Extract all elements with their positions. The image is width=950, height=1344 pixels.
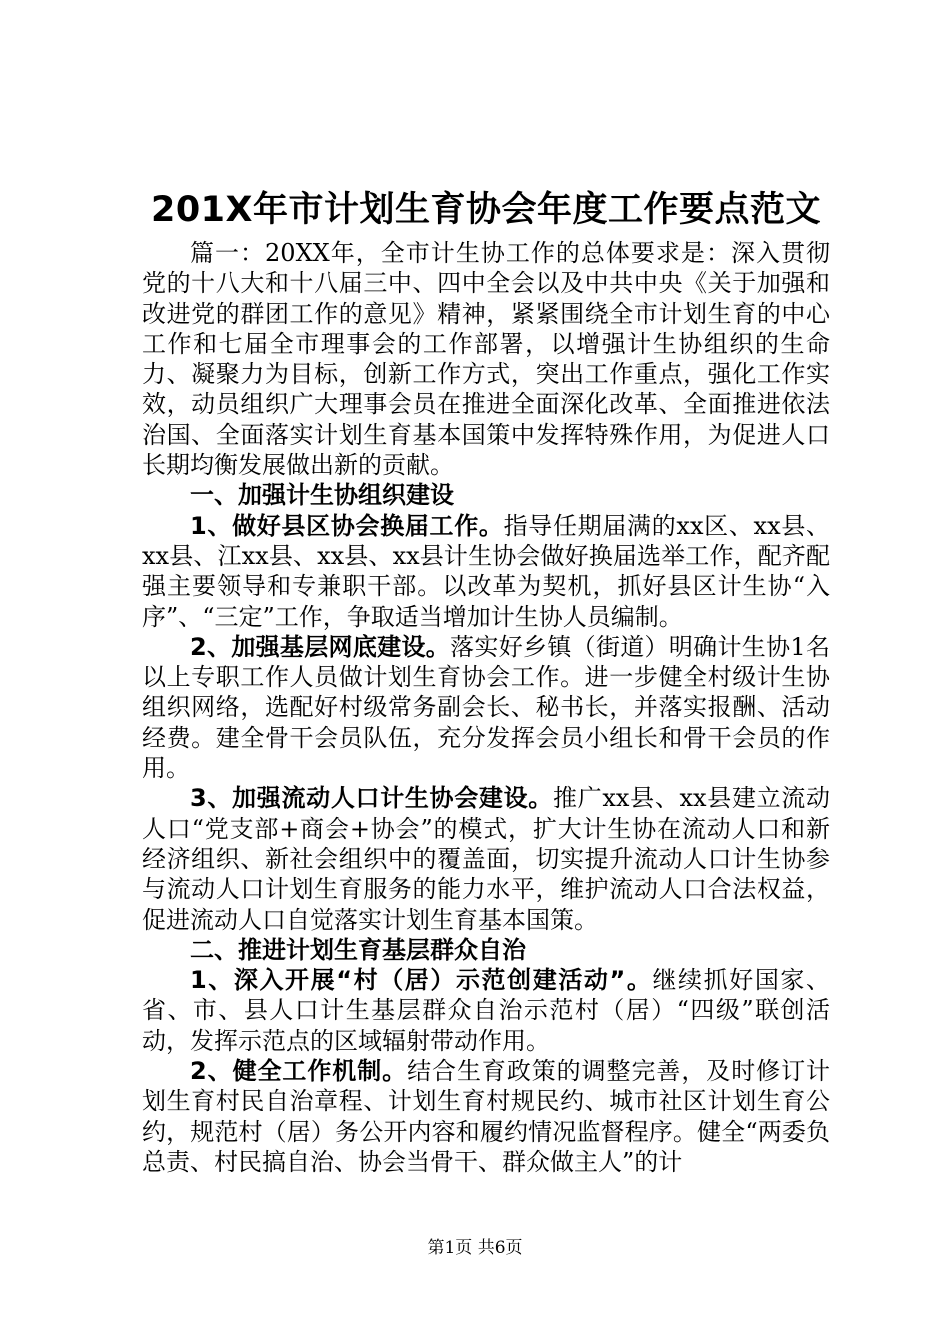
- section-2-item-2-text: 结合生育政策的调整完善，及时修订计划生育村民自治章程、计划生育村规民约、城市社区计划生育公约，规范村（居）务公开内容和履约情况监督程序。健全“两委负总责、村民搞自治、协会当骨干、群众做主人”的计: [142, 1057, 831, 1176]
- page-footer: [0, 1237, 950, 1259]
- section-1-item-1: [142, 511, 830, 632]
- document-page: [142, 186, 830, 1177]
- section-1-item-1-lead: 1、做好县区协会换届工作。: [190, 511, 504, 540]
- section-1-heading: 一、加强计生协组织建设: [190, 481, 454, 510]
- section-1-item-1-text: 指导任期届满的xx区、xx县、xx县、江xx县、xx县、xx县计生协会做好换届选举工作，配齐配强主要领导和专兼职干部。以改革为契机，抓好县区计生协“入序”、“三定”工作，争取适当增加计生协人员编制。: [142, 511, 830, 631]
- section-2-item-1-lead: 1、深入开展“村（居）示范创建活动”。: [190, 966, 653, 995]
- page-number-label: 第1页 共6页: [427, 1238, 523, 1258]
- section-2-item-1: [142, 965, 830, 1056]
- section-1-item-2-text: 落实好乡镇（街道）明确计生协1名以上专职工作人员做计划生育协会工作。进一步健全村级计生协组织网络，选配好村级常务副会长、秘书长，并落实报酬、活动经费。建全骨干会员队伍，充分发挥会员小组长和骨干会员的作用。: [142, 632, 830, 783]
- section-1-item-2: [142, 632, 830, 783]
- section-2-item-1-text: 继续抓好国家、省、市、县人口计生基层群众自治示范村（居）“四级”联创活动，发挥示范点的区域辐射带动作用。: [142, 966, 831, 1055]
- section-2-item-2-lead: 2、健全工作机制。: [190, 1057, 408, 1086]
- section-2-item-2: [142, 1056, 830, 1177]
- section-1-item-3-text: 推广xx县、xx县建立流动人口“党支部+商会+协会”的模式，扩大计生协在流动人口和新经济组织、新社会组织中的覆盖面，切实提升流动人口计生协参与流动人口计划生育服务的能力水平，维护流动人口合法权益，促进流动人口自觉落实计划生育基本国策。: [142, 784, 831, 934]
- section-1-item-2-lead: 2、加强基层网底建设。: [190, 632, 451, 661]
- document-title: 201X年市计划生育协会年度工作要点范文: [150, 190, 822, 230]
- section-1-item-3: [142, 783, 830, 934]
- section-1-item-3-lead: 3、加强流动人口计生协会建设。: [190, 784, 553, 813]
- document-body: [142, 238, 830, 1177]
- intro-paragraph: 篇一：20XX年，全市计生协工作的总体要求是：深入贯彻党的十八大和十八届三中、四中全会以及中共中央《关于加强和改进党的群团工作的意见》精神，紧紧围绕全市计划生育的中心工作和七届全市理事会的工作部署，以增强计生协组织的生命力、凝聚力为目标，创新工作方式，突出工作重点，强化工作实效，动员组织广大理事会员在推进全面深化改革、全面推进依法治国、全面落实计划生育基本国策中发挥特殊作用，为促进人口长期均衡发展做出新的贡献。: [142, 239, 830, 480]
- section-2-heading: 二、推进计划生育基层群众自治: [190, 935, 526, 964]
